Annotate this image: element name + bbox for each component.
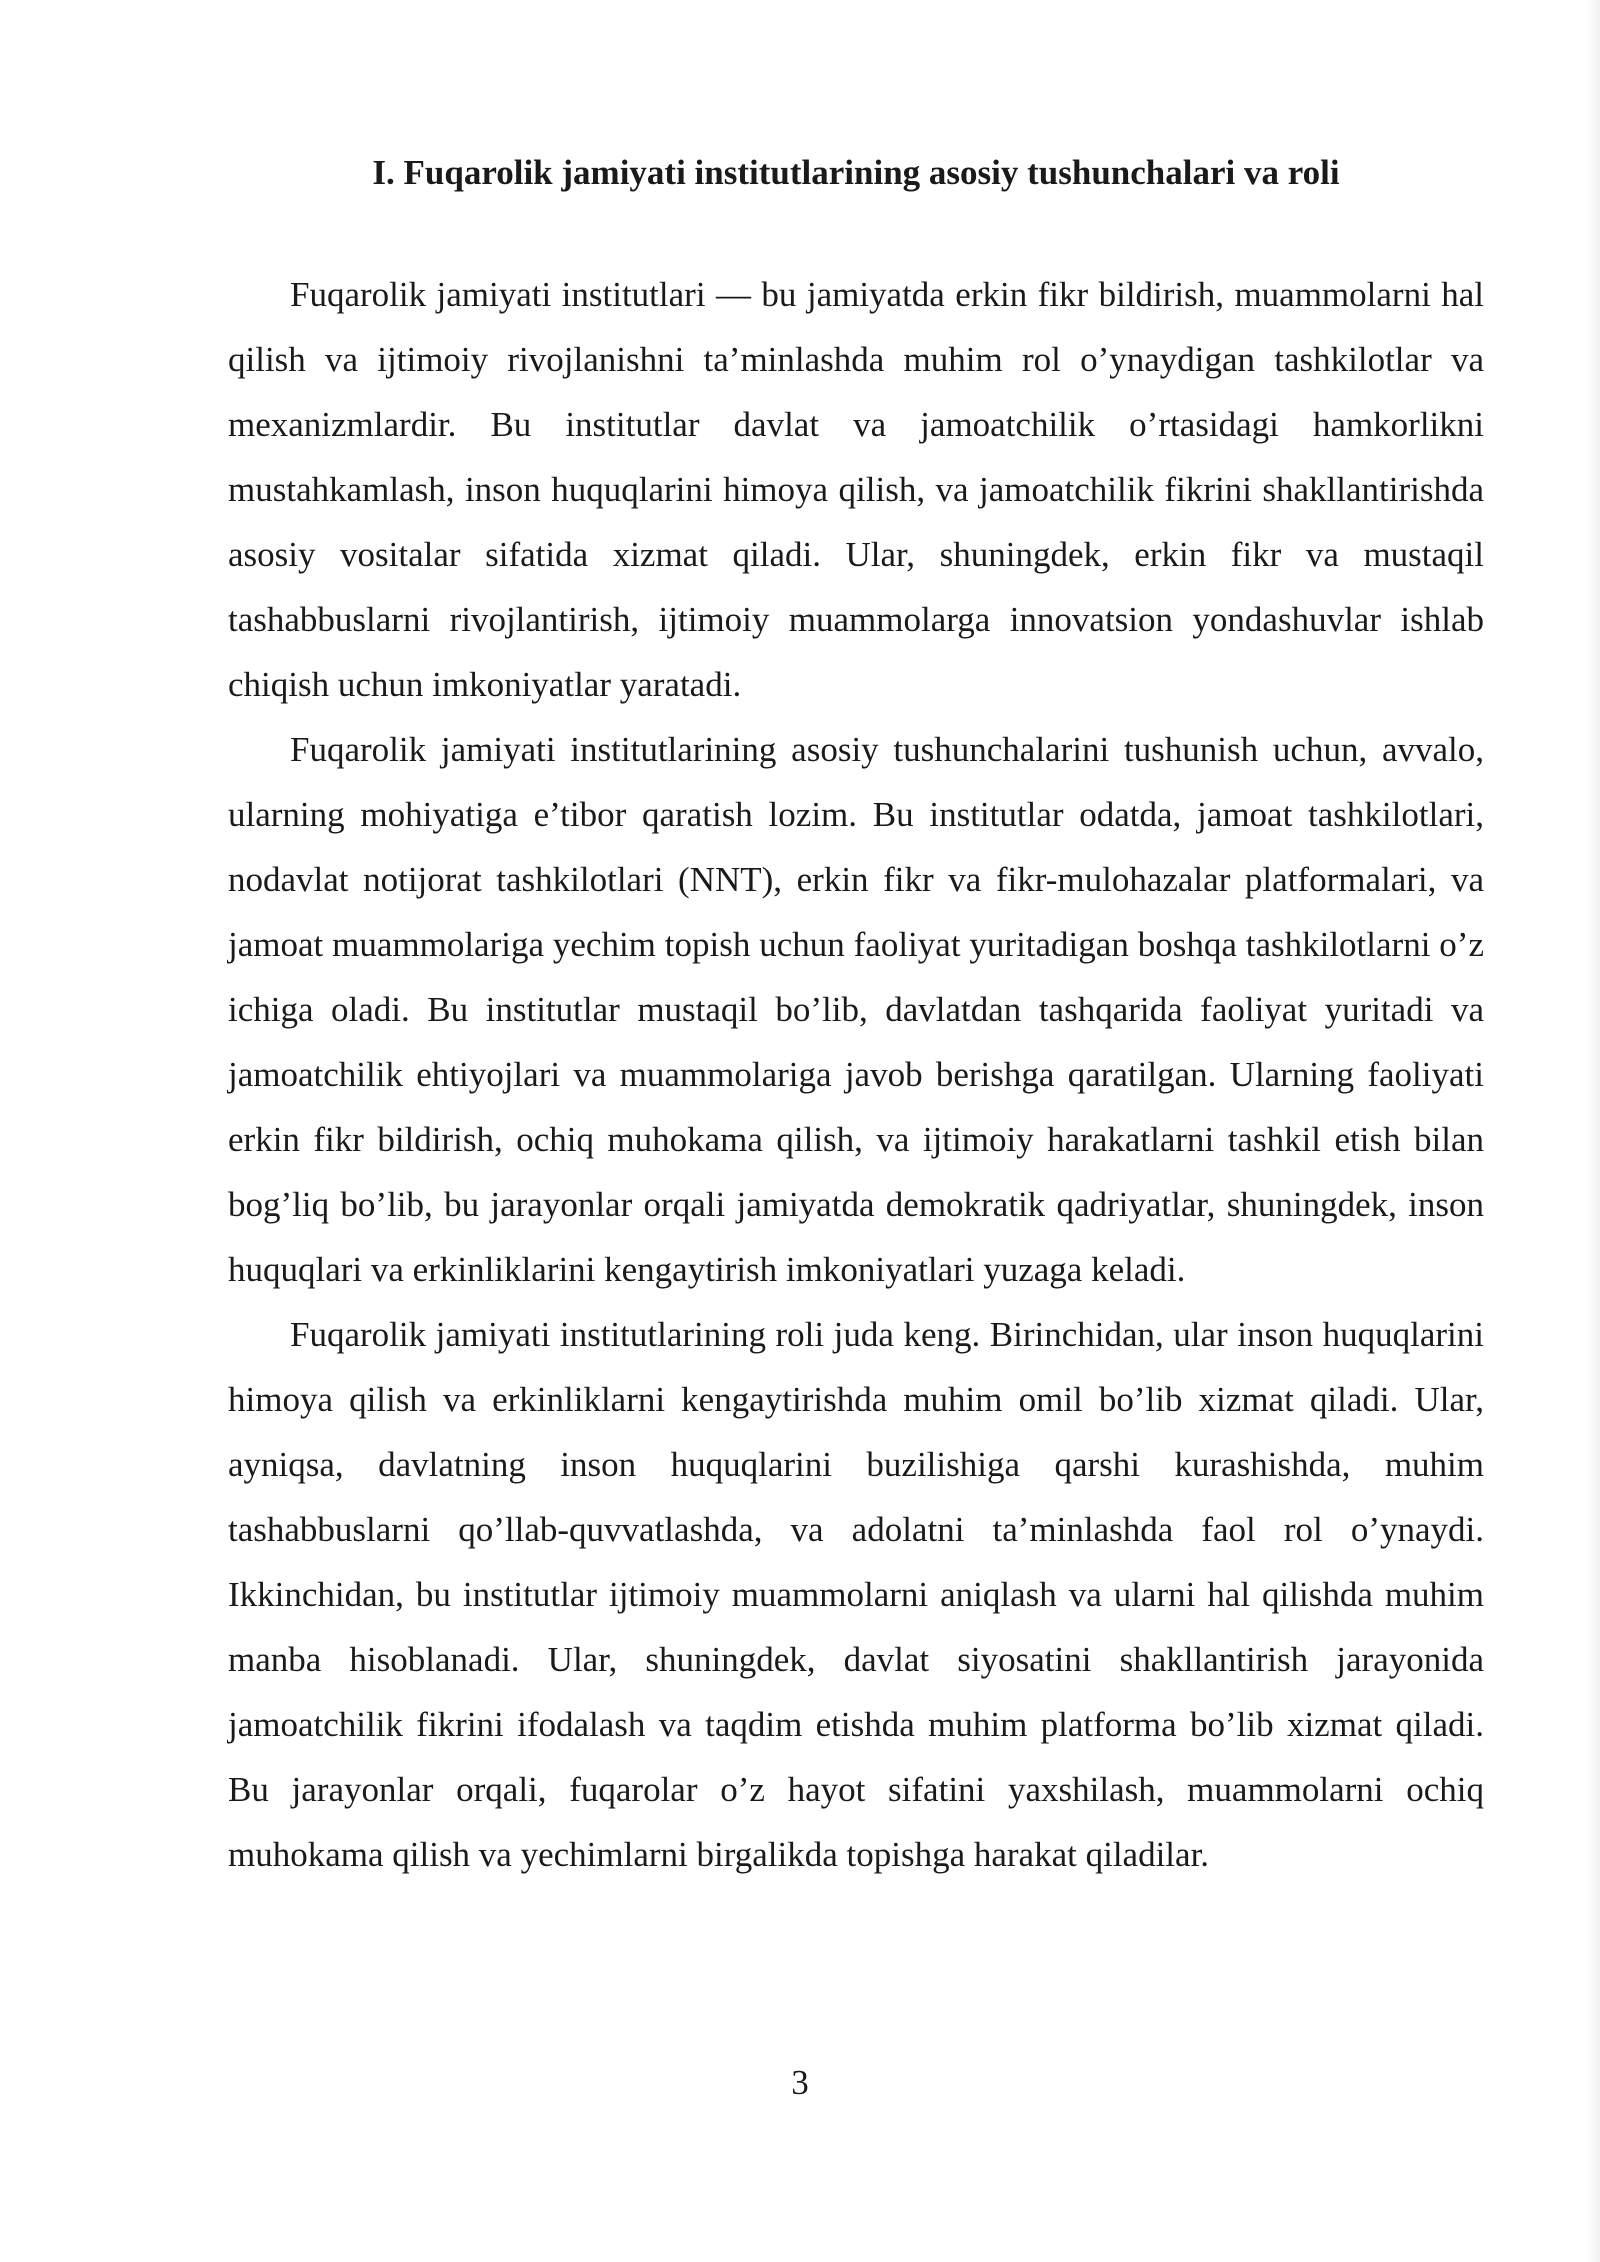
page-number: 3	[791, 2063, 809, 2102]
section-heading: I. Fuqarolik jamiyati institutlarining asosiy tushunchalari va roli	[372, 153, 1340, 192]
paragraph-3: Fuqarolik jamiyati institutlarining roli juda keng. Birinchidan, ular inson huquqlarini himoya qilish va erkinliklarni kengaytirishda muhim omil bo’lib xizmat qiladi. Ular, ayniqsa, davlatning inson huquqlarini buzilishiga qarshi kurashishda, muhim tashabbuslarni qo’llab-quvvatlashda, va adolatni ta’minlashda faol rol o’ynaydi. Ikkinchidan, bu institutlar ijtimoiy muammolarni aniqlash va ularni hal qilishda muhim manba hisoblanadi. Ular, shuningdek, davlat siyosatini shakllantirish jarayonida jamoatchilik fikrini ifodalash va taqdim etishda muhim platforma bo’lib xizmat qiladi. Bu jarayonlar orqali, fuqarolar o’z hayot sifatini yaxshilash, muammolarni ochiq muhokama qilish va yechimlarni birgalikda topishga harakat qiladilar.	[228, 1315, 1484, 1874]
page-edge	[1586, 0, 1600, 2262]
paragraph-1: Fuqarolik jamiyati institutlari — bu jamiyatda erkin fikr bildirish, muammolarni hal qilish va ijtimoiy rivojlanishni ta’minlashda muhim rol o’ynaydigan tashkilotlar va mexanizmlardir. Bu institutlar davlat va jamoatchilik o’rtasidagi hamkorlikni mustahkamlash, inson huquqlarini himoya qilish, va jamoatchilik fikrini shakllantirishda asosiy vositalar sifatida xizmat qiladi. Ular, shuningdek, erkin fikr va mustaqil tashabbuslarni rivojlantirish, ijtimoiy muammolarga innovatsion yondashuvlar ishlab chiqish uchun imkoniyatlar yaratadi.	[228, 275, 1484, 704]
body-text	[228, 262, 1484, 1887]
paragraph-2: Fuqarolik jamiyati institutlarining asosiy tushunchalarini tushunish uchun, avvalo, ularning mohiyatiga e’tibor qaratish lozim. Bu institutlar odatda, jamoat tashkilotlari, nodavlat notijorat tashkilotlari (NNT), erkin fikr va fikr-mulohazalar platformalari, va jamoat muammolariga yechim topish uchun faoliyat yuritadigan boshqa tashkilotlarni o’z ichiga oladi. Bu institutlar mustaqil bo’lib, davlatdan tashqarida faoliyat yuritadi va jamoatchilik ehtiyojlari va muammolariga javob berishga qaratilgan. Ularning faoliyati erkin fikr bildirish, ochiq muhokama qilish, va ijtimoiy harakatlarni tashkil etish bilan bog’liq bo’lib, bu jarayonlar orqali jamiyatda demokratik qadriyatlar, shuningdek, inson huquqlari va erkinliklarini kengaytirish imkoniyatlari yuzaga keladi.	[228, 730, 1484, 1289]
